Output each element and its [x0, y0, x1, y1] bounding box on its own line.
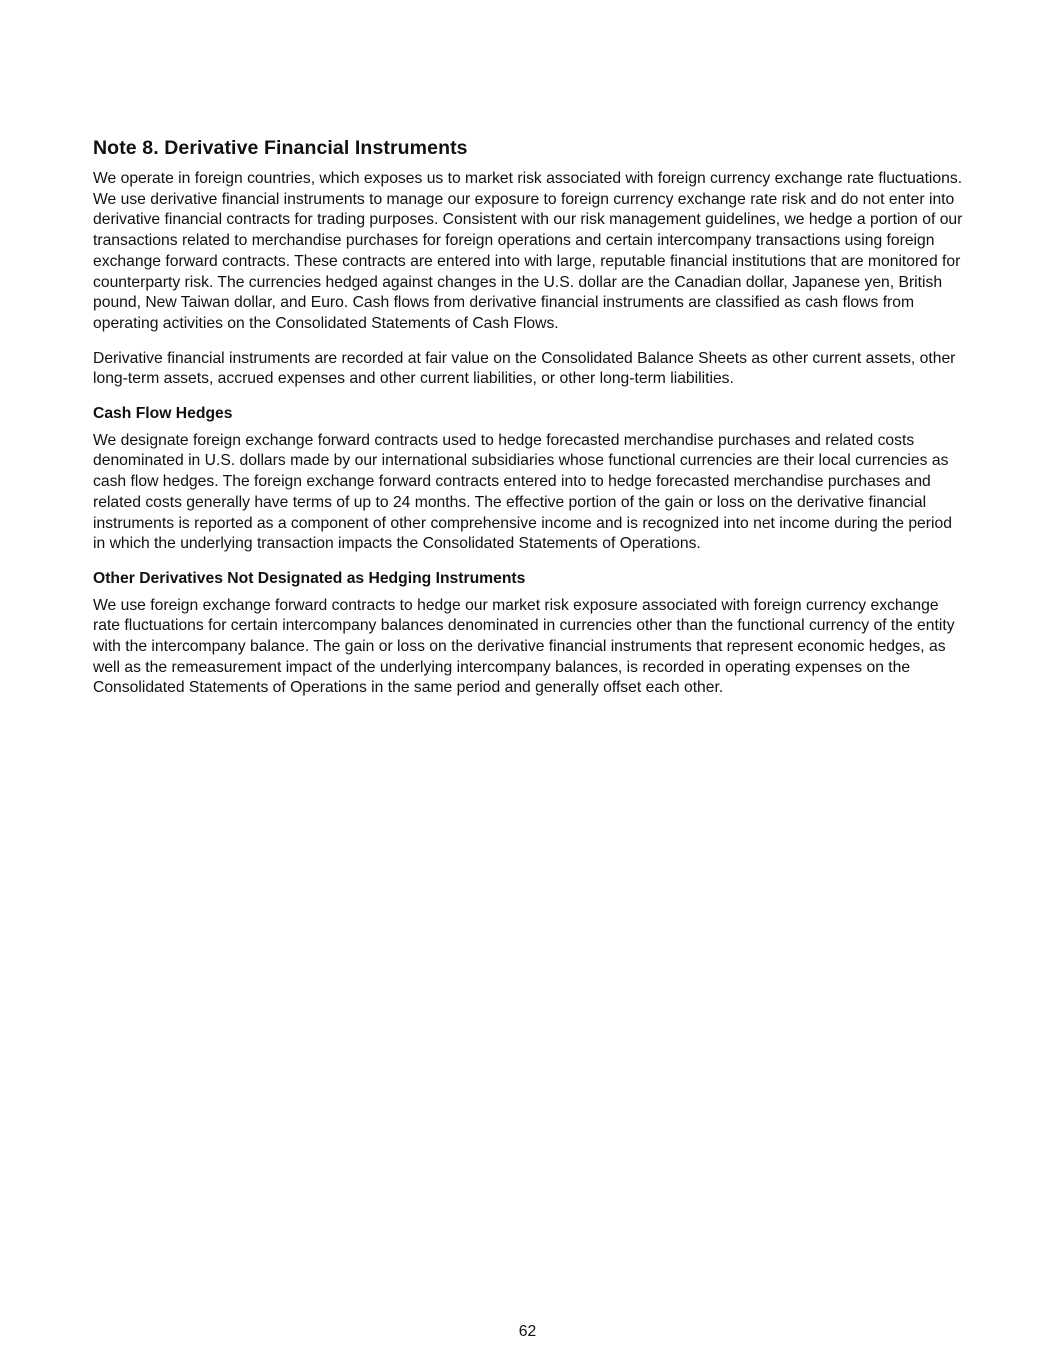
note-title: Note 8. Derivative Financial Instruments — [93, 137, 468, 159]
page-number: 62 — [518, 1323, 537, 1340]
cash-flow-hedges-paragraph: We designate foreign exchange forward contracts used to hedge forecasted merchandise purchases and related costs denominated in U.S. dollars made by our international subsidiaries whose functional currencies are their local currencies as cash flow hedges. The foreign exchange forward contracts entered into to hedge forecasted merchandise purchases and related costs generally have terms of up to 24 months. The effective portion of the gain or loss on the derivative financial instruments is reported as a component of other comprehensive income and is recognized into net income during the period in which the underlying transaction impacts the Consolidated Statements of Operations. — [93, 431, 952, 553]
document-body — [93, 135, 963, 713]
intro-paragraph: We operate in foreign countries, which exposes us to market risk associated with foreign currency exchange rate fluctuations. We use derivative financial instruments to manage our exposure to foreign currency exchange rate risk and do not enter into derivative financial contracts for trading purposes. Consistent with our risk management guidelines, we hedge a portion of our transactions related to merchandise purchases for foreign operations and certain intercompany transactions using foreign exchange forward contracts. These contracts are entered into with large, reputable financial institutions that are monitored for counterparty risk. The currencies hedged against changes in the U.S. dollar are the Canadian dollar, Japanese yen, British pound, New Taiwan dollar, and Euro. Cash flows from derivative financial instruments are classified as cash flows from operating activities on the Consolidated Statements of Cash Flows. — [93, 170, 963, 332]
other-derivatives-heading: Other Derivatives Not Designated as Hedging Instruments — [93, 569, 526, 587]
fair-value-paragraph: Derivative financial instruments are recorded at fair value on the Consolidated Balance Sheets as other current assets, other long-term assets, accrued expenses and other current liabilities, or other long-term liabilities. — [93, 349, 956, 388]
cash-flow-hedges-heading: Cash Flow Hedges — [93, 405, 233, 423]
other-derivatives-paragraph: We use foreign exchange forward contracts to hedge our market risk exposure associated with foreign currency exchange rate fluctuations for certain intercompany balances denominated in currencies other than the functional currency of the entity with the intercompany balance. The gain or loss on the derivative financial instruments that represent economic hedges, as well as the remeasurement impact of the underlying intercompany balances, is recorded in operating expenses on the Consolidated Statements of Operations in the same period and generally offset each other. — [93, 596, 955, 697]
